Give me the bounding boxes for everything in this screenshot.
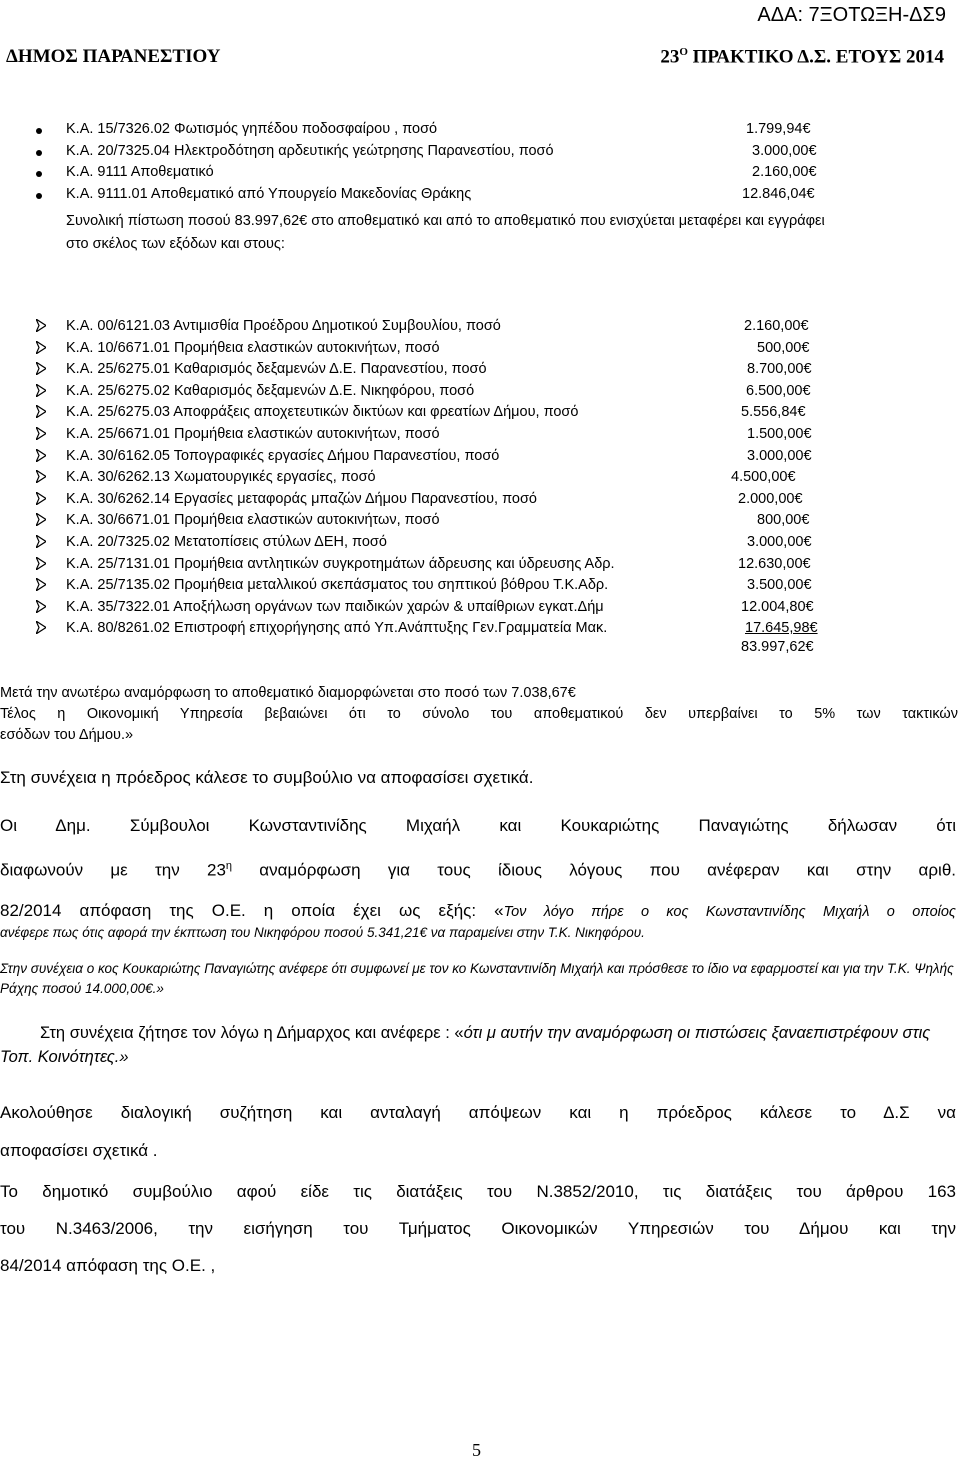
- item-text: Κ.Α. 20/7325.02 Μετατοπίσεις στύλων ΔΕΗ, ποσό: [66, 533, 387, 550]
- item-amount: 3.000,00€: [747, 447, 812, 464]
- item-text: Κ.Α. 25/6275.01 Καθαρισμός δεξαμενών Δ.Ε. Παρανεστίου, ποσό: [66, 361, 487, 378]
- item-amount: 1.500,00€: [747, 425, 812, 442]
- list-item: [36, 404, 886, 426]
- discussion-line-2: αποφασίσει σχετικά .: [0, 1141, 158, 1160]
- list-item: [36, 534, 886, 556]
- arrow-bullet-icon: [36, 557, 46, 570]
- paragraph-reserve: [0, 683, 958, 746]
- item-text: Κ.Α. 10/6671.01 Προμήθεια ελαστικών αυτοκινήτων, ποσό: [66, 339, 440, 356]
- paragraph-quote-1: ανέφερε πως ότις αφορά την έκπτωση του Νικηφόρου ποσού 5.341,21€ να παραμείνει στην Τ.Κ. Νικηφόρου.: [0, 925, 645, 940]
- bullet-icon: [36, 150, 42, 156]
- arrow-bullet-icon: [36, 600, 46, 613]
- list-item: [36, 599, 886, 621]
- arrow-bullet-icon: [36, 384, 46, 397]
- list-item: [36, 361, 886, 383]
- item-amount: 4.500,00€: [731, 469, 796, 486]
- item-amount: 500,00€: [757, 339, 810, 356]
- header-minutes-sup: Ο: [679, 46, 688, 58]
- list-item: [36, 469, 886, 491]
- list-item: [36, 491, 886, 513]
- item-amount: 2.160,00€: [752, 164, 817, 180]
- list-item: [36, 383, 886, 405]
- item-amount: 1.799,94€: [746, 121, 811, 137]
- mayor-text: Στη συνέχεια ζήτησε τον λόγω η Δήμαρχος και ανέφερε : «: [40, 1024, 464, 1042]
- item-text: Κ.Α. 9111.01 Αποθεματικό από Υπουργείο Μακεδονίας Θράκης: [66, 185, 472, 202]
- councillors-line-2-sup: η: [225, 860, 233, 872]
- header-minutes: [660, 46, 944, 68]
- bullet-icon: [36, 128, 42, 134]
- arrow-bullet-icon: [36, 362, 46, 375]
- arrow-bullet-icon: [36, 341, 46, 354]
- councillors-line-2: [0, 846, 956, 891]
- reserve-line-3: εσόδων του Δήμου.»: [0, 727, 134, 743]
- reserve-line-2: Τέλος η Οικονομική Υπηρεσία βεβαιώνει ότι το σύνολο του αποθεματικού δεν υπερβαίνει το 5% των τακτικών: [0, 706, 958, 722]
- arrow-list: [36, 318, 886, 642]
- arrow-bullet-icon: [36, 513, 46, 526]
- item-amount: 3.000,00€: [747, 533, 812, 550]
- paragraph-council: [0, 1173, 956, 1284]
- item-text: Κ.Α. 30/6671.01 Προμήθεια ελαστικών αυτοκινήτων, ποσό: [66, 512, 440, 529]
- summary-text: Συνολική πίστωση ποσού 83.997,62€ στο αποθεματικό και από το αποθεματικό που ενισχύεται μεταφέρει και εγγράφει στο σκέλος των εξόδων και στους:: [66, 213, 825, 252]
- item-text: Κ.Α. 00/6121.03 Αντιμισθία Προέδρου Δημοτικού Συμβουλίου, ποσό: [66, 318, 501, 334]
- arrow-bullet-icon: [36, 449, 46, 462]
- list-item: [36, 577, 886, 599]
- arrow-bullet-icon: [36, 405, 46, 418]
- item-amount: 2.000,00€: [738, 490, 803, 507]
- list-item: [36, 121, 876, 143]
- item-text: Κ.Α. 25/6275.03 Αποφράξεις αποχετευτικών δικτύων και φρεατίων Δήμου, ποσό: [66, 404, 579, 421]
- arrow-bullet-icon: [36, 492, 46, 505]
- council-line-2: του Ν.3463/2006, την εισήγηση του Τμήματος Οικονομικών Υπηρεσιών του Δήμου και την: [0, 1219, 956, 1238]
- paragraph-councillors: [0, 806, 956, 932]
- arrow-bullet-icon: [36, 319, 46, 332]
- reserve-line-1: Μετά την ανωτέρω αναμόρφωση το αποθεματικό διαμορφώνεται στο ποσό των 7.038,67€: [0, 685, 576, 701]
- bullet-icon: [36, 171, 42, 177]
- councillors-line-2-b: αναμόρφωση για τους ίδιους λόγους που ανέφεραν και στην αριθ.: [232, 860, 956, 880]
- item-amount: 12.630,00€: [738, 555, 811, 572]
- bullet-list: [36, 121, 876, 207]
- councillors-line-2-a: διαφωνούν με την 23: [0, 860, 226, 880]
- list-item: [36, 556, 886, 578]
- item-text: Κ.Α. 9111 Αποθεματικό: [66, 164, 214, 180]
- header-minutes-title: ΠΡΑΚΤΙΚΟ Δ.Σ. ΕΤΟΥΣ 2014: [687, 46, 944, 68]
- item-amount: 17.645,98€: [745, 620, 818, 637]
- item-text: Κ.Α. 25/7131.01 Προμήθεια αντλητικών συγκροτημάτων άδρευσης και ύδρευσης Αδρ.: [66, 555, 615, 572]
- paragraph-chair: Στη συνέχεια η πρόεδρος κάλεσε το συμβούλιο να αποφασίσει σχετικά.: [0, 768, 534, 787]
- header-minutes-number: 23: [660, 46, 680, 68]
- item-text: Κ.Α. 80/8261.02 Επιστροφή επιχορήγησης από Υπ.Ανάπτυξης Γεν.Γραμματεία Μακ.: [66, 620, 608, 637]
- councillors-line-3-quote: Τον λόγο πήρε ο κος Κωνσταντινίδης Μιχαήλ ο οποίος: [503, 903, 956, 920]
- arrows-total: 83.997,62€: [741, 639, 814, 655]
- paragraph-mayor: [0, 1021, 956, 1069]
- councillors-line-1: Οι Δημ. Σύμβουλοι Κωνσταντινίδης Μιχαήλ και Κουκαριώτης Παναγιώτης δήλωσαν ότι: [0, 816, 956, 835]
- item-amount: 12.846,04€: [742, 185, 815, 202]
- arrow-bullet-icon: [36, 621, 46, 634]
- arrow-bullet-icon: [36, 578, 46, 591]
- arrow-bullet-icon: [36, 535, 46, 548]
- item-text: Κ.Α. 25/7135.02 Προμήθεια μεταλλικού σκεπάσματος του σηπτικού βόθρου Τ.Κ.Αδρ.: [66, 577, 609, 594]
- council-line-3: 84/2014 απόφαση της Ο.Ε. ,: [0, 1256, 216, 1275]
- item-amount: 6.500,00€: [746, 382, 811, 399]
- list-item: [36, 426, 886, 448]
- paragraph-discussion: [0, 1094, 956, 1170]
- discussion-line-1: Ακολούθησε διαλογική συζήτηση και ανταλαγή απόψεων και η πρόεδρος κάλεσε το Δ.Σ να: [0, 1103, 956, 1122]
- list-item: [36, 186, 876, 208]
- item-text: Κ.Α. 15/7326.02 Φωτισμός γηπέδου ποδοσφαίρου , ποσό: [66, 121, 438, 137]
- item-amount: 800,00€: [757, 512, 810, 529]
- item-text: Κ.Α. 20/7325.04 Ηλεκτροδότηση αρδευτικής γεώτρησης Παρανεστίου, ποσό: [66, 142, 554, 159]
- item-amount: 8.700,00€: [747, 361, 812, 378]
- item-text: Κ.Α. 25/6671.01 Προμήθεια ελαστικών αυτοκινήτων, ποσό: [66, 425, 440, 442]
- item-text: Κ.Α. 30/6262.14 Εργασίες μεταφοράς μπαζών Δήμου Παρανεστίου, ποσό: [66, 490, 537, 507]
- list-item: [36, 512, 886, 534]
- mayor-quote: ότι μ αυτήν την αναμόρφωση οι πιστώσεις ξαναεπιστρέφουν στις Τοπ. Κοινότητες.»: [0, 1024, 931, 1066]
- list-item: [36, 340, 886, 362]
- item-text: Κ.Α. 35/7322.01 Αποξήλωση οργάνων των παιδικών χαρών & υπαίθριων εγκατ.Δήμ: [66, 598, 604, 615]
- list-item: [36, 448, 886, 470]
- item-amount: 3.000,00€: [752, 142, 817, 159]
- item-amount: 12.004,80€: [741, 598, 814, 615]
- council-line-1: Το δημοτικό συμβούλιο αφού είδε τις διατάξεις του Ν.3852/2010, τις διατάξεις του άρθρου 163: [0, 1182, 956, 1201]
- arrow-bullet-icon: [36, 470, 46, 483]
- item-amount: 5.556,84€: [741, 404, 806, 421]
- bullet-icon: [36, 193, 42, 199]
- item-amount: 2.160,00€: [744, 318, 809, 334]
- list-item: [36, 318, 886, 340]
- item-amount: 3.500,00€: [747, 577, 812, 594]
- councillors-line-3-a: 82/2014 απόφαση της Ο.Ε. η οποία έχει ως εξής: «: [0, 900, 504, 920]
- item-text: Κ.Α. 25/6275.02 Καθαρισμός δεξαμενών Δ.Ε. Νικηφόρου, ποσό: [66, 382, 475, 399]
- paragraph-quote-2: Στην συνέχεια ο κος Κουκαριώτης Παναγιώτης ανέφερε ότι συμφωνεί με τον κο Κωνσταντινίδη Μιχαήλ και πρόσθεσε το ίδιο να εφαρμοστεί και για την Τ.Κ. Ψηλής Ράχης ποσού 14.000,00€.»: [0, 961, 954, 996]
- item-text: Κ.Α. 30/6162.05 Τοπογραφικές εργασίες Δήμου Παρανεστίου, ποσό: [66, 447, 500, 464]
- list-item: [36, 164, 876, 186]
- arrow-bullet-icon: [36, 427, 46, 440]
- list-item: [36, 143, 876, 165]
- page-number: 5: [472, 1440, 481, 1460]
- ada-stamp: ΑΔΑ: 7ΞΟΤΩΞΗ-ΔΣ9: [757, 4, 946, 26]
- header-municipality: ΔΗΜΟΣ ΠΑΡΑΝΕΣΤΙΟΥ: [6, 46, 221, 67]
- item-text: Κ.Α. 30/6262.13 Χωματουργικές εργασίες, ποσό: [66, 469, 376, 486]
